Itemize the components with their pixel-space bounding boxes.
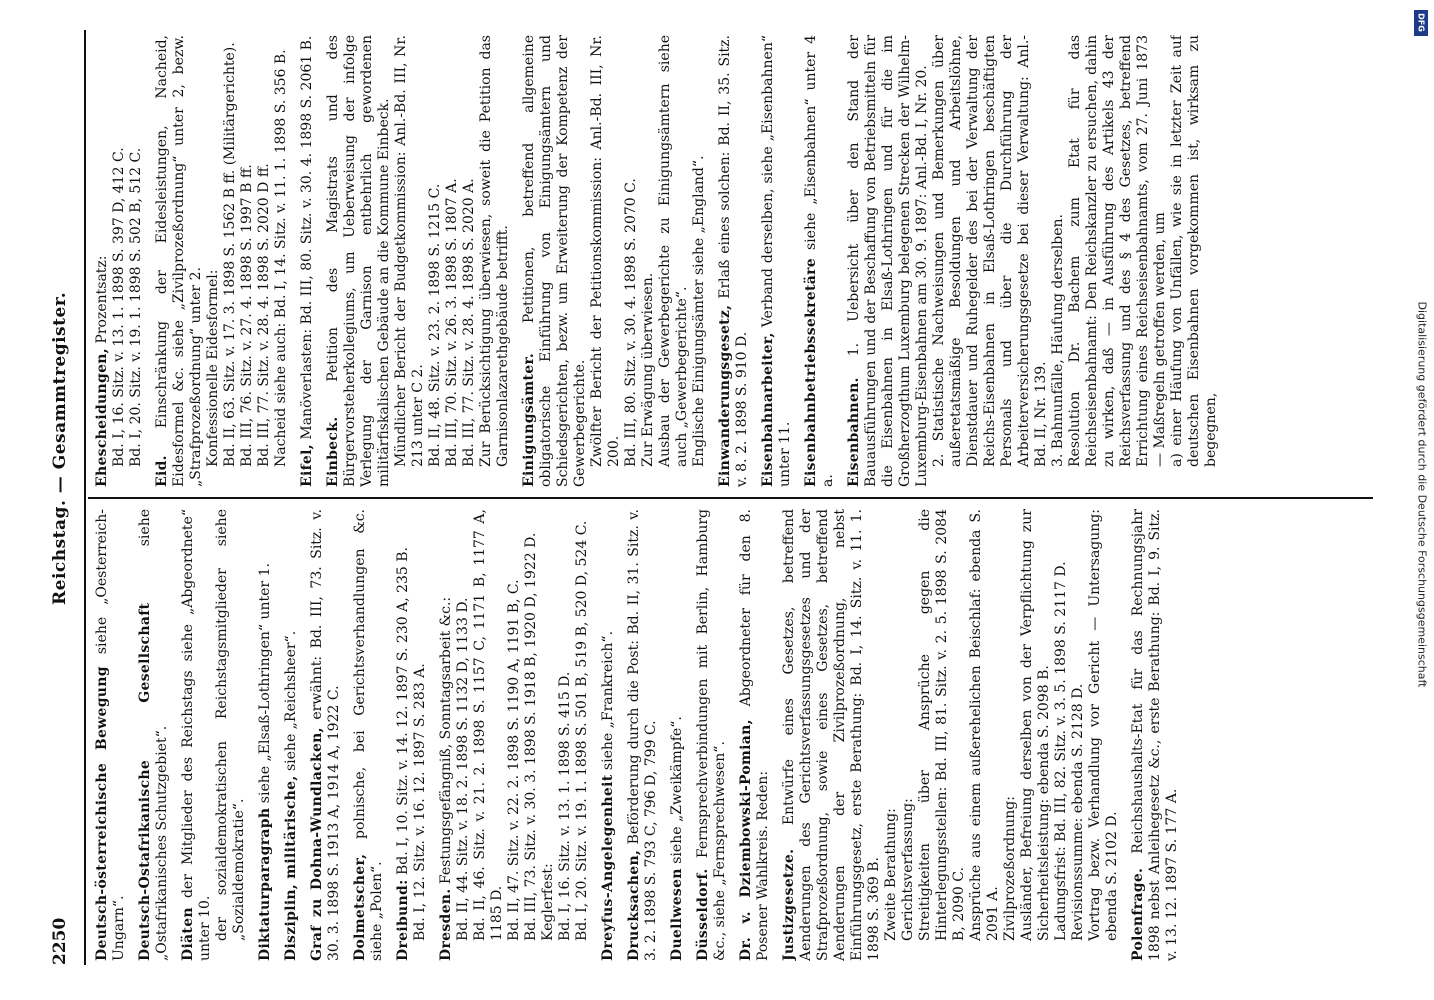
register-entry	[309, 509, 343, 961]
entry-line: Bd. III, 77. Sitz. v. 28. 4. 1898 S. 2020 D ff.	[256, 163, 272, 467]
entry-line: Bd. I, 16. Sitz. v. 13. 1. 1898 S. 415 D.	[557, 671, 573, 941]
entry-title: Dr. v. Dziembowski-Pomian,	[738, 719, 754, 961]
register-entry	[137, 509, 171, 961]
entry-line: Ausbau der Gewerbegerichte zu Einigungsämtern siehe auch „Gewerbegerichte“.	[657, 35, 690, 467]
entry-first-line	[154, 35, 205, 487]
entry-text: Erlaß eines solchen: Bd. II, 35. Sitz. v. 8. 2. 1898 S. 910 D.	[717, 35, 750, 487]
entry-text: Prozentsatz:	[94, 255, 110, 349]
entry-text: Reichshaushalts-Etat für das Rechnungsjahr 1898 nebst Anleihegesetz &c., erste Berathung: Bd. I, 9. Sitz. v. 13. 12. 1897 S. 177 A.	[1130, 509, 1180, 961]
entry-first-line	[352, 509, 386, 961]
entry-first-line	[1130, 509, 1181, 961]
entry-first-line	[180, 509, 214, 961]
entry-text: Einschränkung der Eidesleistungen, Nacheid, Eidesformel &c. siehe „Zivilprozeßordnung“ unter 2, bezw. „Strafprozeßordnung“ unter 2.	[154, 35, 204, 487]
entry-first-line	[781, 509, 883, 961]
entry-line: Bd. II, 47. Sitz. v. 22. 2. 1898 S. 1190 A, 1191 B, C.	[506, 579, 522, 941]
entry-first-line	[257, 509, 274, 961]
entry-first-line	[395, 509, 412, 961]
register-entry	[846, 35, 1220, 487]
column-separator	[88, 497, 1373, 499]
entry-first-line	[325, 35, 393, 487]
register-entry	[600, 509, 617, 961]
register-entry	[669, 509, 686, 961]
digitization-credit: Digitalisierung gefördert durch die Deutsche Forschungsgemeinschaft	[1415, 301, 1429, 688]
entry-line: Ansprüche aus einem außerehelichen Beischlaf: ebenda S. 2091 A.	[968, 509, 1001, 941]
entry-title: Diäten	[180, 907, 196, 961]
dfg-stamp	[1412, 8, 1430, 992]
right-column	[94, 35, 1374, 487]
entry-title: Drucksachen,	[626, 849, 642, 961]
entry-text: siehe „Oesterreich-Ungarn“.	[94, 509, 127, 961]
entry-line: Bd. III, 76. Sitz. v. 27. 4. 1898 S. 1997 B ff.	[239, 164, 255, 467]
entry-text: der Mitglieder des Reichstags siehe „Abgeordnete“ unter 10.	[180, 509, 213, 961]
entry-first-line	[669, 509, 686, 961]
entry-line: Bd. I, 12. Sitz. v. 16. 12. 1897 S. 283 A.	[412, 663, 428, 941]
entry-first-line	[137, 509, 171, 961]
entry-line: Zur Berücksichtigung überwiesen, soweit die Petition das Garnisonlazarethgebäude betrifft.	[478, 35, 511, 467]
register-entry	[94, 509, 128, 961]
entry-title: Eisenbahnarbeiter,	[760, 332, 776, 487]
entry-title: Eisenbahnbetriebssekretäre	[803, 257, 819, 487]
entry-title: Dreibund:	[395, 879, 411, 961]
running-title: Reichstag. — Gesammtregister.	[50, 291, 70, 605]
entry-first-line	[803, 35, 837, 487]
register-entry	[738, 509, 772, 961]
register-entry	[283, 509, 300, 961]
register-entry	[257, 509, 274, 961]
entry-title: Polenfrage.	[1130, 867, 1146, 961]
entry-title: Einbeck.	[325, 416, 341, 487]
entry-text: polnische, bei Gerichtsverhandlungen &c. siehe „Polen“.	[352, 509, 385, 961]
register-entry	[180, 509, 248, 961]
entry-title: Eid.	[154, 455, 170, 487]
entry-line: Bd. I, 16. Sitz. v. 13. 1. 1898 S. 397 D, 412 C.	[111, 147, 127, 467]
entry-line: Revisionssumme: ebenda S. 2128 D.	[1070, 683, 1086, 941]
entry-line: Bd. I, 20. Sitz. v. 19. 1. 1898 S. 501 B, 519 B, 520 D, 524 C.	[574, 520, 590, 941]
entry-text: siehe „Ostafrikanisches Schutzgebiet“.	[137, 509, 170, 961]
entry-first-line	[309, 509, 343, 961]
entry-line: 3. Bahnunfälle, Häufung derselben.	[1050, 214, 1066, 467]
entry-first-line	[717, 35, 751, 487]
left-column	[94, 509, 1374, 961]
entry-title: Ehescheidungen,	[94, 348, 110, 487]
register-entry	[781, 509, 1121, 961]
entry-line: Zivilprozeßordnung:	[1002, 796, 1018, 941]
entry-text: erwähnt: Bd. III, 73. Sitz. v. 30. 3. 1898 S. 1913 A, 1914 A, 1922 C.	[309, 509, 342, 961]
entry-line: Bd. III, 70. Sitz. v. 26. 3. 1898 S. 1807 A.	[444, 178, 460, 467]
register-entry	[438, 509, 591, 961]
entry-line: Keglerfest:	[540, 863, 556, 941]
entry-title: Dresden.	[438, 888, 454, 961]
entry-line: Mündlicher Bericht der Budgetkommission: Anl.-Bd. III, Nr. 213 unter C 2.	[393, 35, 426, 467]
entry-line: Englische Einigungsämter siehe „England“.	[691, 155, 707, 467]
entry-line: 2. Statistische Nachweisungen und Bemerkungen über außeretatsmäßige Besoldungen und Arbeitslöhne, Dienstdauer und Ruhegelder des bei der Verwaltung der Reichs-Eisenbahnen in Elsaß-Lothringen beschäftigten Personals und über die Durchführung der Arbeiterversicherungsgesetze bei dieser Verwaltung: Anl.-Bd. II, Nr. 139.	[931, 35, 1049, 467]
entry-line: Zwölfter Bericht der Petitionskommission: Anl.-Bd. III, Nr. 200.	[589, 35, 622, 467]
entry-text: Petitionen, betreffend allgemeine obligatorische Einführung von Einigungsämtern und Schiedsgerichten, bezw. um Erweiterung der Kompetenz der Gewerbegerichte.	[521, 35, 588, 487]
register-entry	[695, 509, 729, 961]
entry-first-line	[846, 35, 931, 487]
register-entry	[299, 35, 316, 487]
entry-line: Bd. III, 80. Sitz. v. 30. 4. 1898 S. 2070 C.	[623, 178, 639, 467]
register-entry	[626, 509, 660, 961]
entry-line: a) einer Häufung von Unfällen, wie sie in letzter Zeit auf deutschen Eisenbahnen vorgekommen ist, wirksam zu begegnen,	[1169, 35, 1219, 467]
entry-line: Streitigkeiten über Ansprüche gegen die Hinterlegungsstellen: Bd. III, 81. Sitz. v. 2. 5. 1898 S. 2084 B, 2090 C.	[917, 509, 967, 941]
register-entry	[94, 35, 145, 487]
entry-text: siehe „Eisenbahnen“ unter 4 a.	[803, 35, 836, 487]
entry-line: der sozialdemokratischen Reichstagsmitglieder siehe „Sozialdemokratie“.	[214, 509, 247, 941]
entry-first-line	[760, 35, 794, 487]
register-entry	[803, 35, 837, 487]
entry-first-line	[94, 509, 128, 961]
entry-title: Disziplin, militärische,	[283, 775, 299, 961]
entry-line: Gerichtsverfassung:	[900, 798, 916, 941]
entry-line: Ladungsfrist: Bd. III, 82. Sitz. v. 3. 5. 1898 S. 2117 D.	[1053, 561, 1069, 941]
entry-title: Diktaturparagraph	[257, 807, 273, 961]
register-entry	[395, 509, 429, 961]
register-entry	[717, 35, 751, 487]
entry-line: Bd. I, 20. Sitz. v. 19. 1. 1898 S. 502 B, 512 C.	[128, 147, 144, 467]
entry-text: siehe „Elsaß-Lothringen“ unter 1.	[257, 563, 273, 808]
entry-title: Deutsch-österreichische Bewegung	[94, 666, 110, 961]
register-entry	[760, 35, 794, 487]
entry-line: Ausländer, Befreiung derselben von der Verpflichtung zur Sicherheitsleistung: ebenda S. 2098 B.	[1019, 509, 1052, 941]
entry-first-line	[695, 509, 729, 961]
entry-text: Bd. I, 10. Sitz. v. 14. 12. 1897 S. 230 A, 235 B.	[395, 546, 411, 880]
entry-line: Bd. II, 44. Sitz. v. 18. 2. 1898 S. 1132 D, 1133 D.	[455, 597, 471, 941]
entry-text: Abgeordneter für den 8. Posener Wahlkreis. Reden:	[738, 509, 771, 961]
entry-text: siehe „Zweikämpfe“.	[669, 716, 685, 869]
entry-line: Bd. II, 46. Sitz. v. 21. 2. 1898 S. 1157 C, 1171 B, 1177 A, 1185 D.	[472, 509, 505, 941]
entry-line: Bd. II, 63. Sitz. v. 17. 3. 1898 S. 1562 B ff. (Militärgerichte).	[222, 42, 238, 467]
dfg-logo-icon: DFG	[1414, 10, 1428, 36]
page-header	[40, 30, 82, 965]
entry-line: Vortrag bezw. Verhandlung vor Gericht — Untersagung: ebenda S. 2102 D.	[1087, 509, 1120, 941]
register-entry	[325, 35, 512, 487]
entry-title: Einwanderungsgesetz,	[717, 304, 733, 487]
register-entry	[154, 35, 290, 487]
entry-text: Beförderung durch die Post: Bd. II, 31. Sitz. v. 3. 2. 1898 S. 793 C, 796 D, 799 C.	[626, 509, 659, 961]
entry-first-line	[283, 509, 300, 961]
entry-first-line	[600, 509, 617, 961]
register-entry	[521, 35, 708, 487]
entry-line: Nacheid siehe auch: Bd. I, 14. Sitz. v. 11. 1. 1898 S. 356 B.	[273, 49, 289, 467]
rotated-register-page	[40, 30, 1380, 965]
entry-first-line	[299, 35, 316, 487]
entry-first-line	[438, 509, 455, 961]
entry-title: Justizgesetze.	[781, 848, 797, 961]
entry-text: Petition des Magistrats und des Bürgervorsteherkollegiums, um Ueberweisung der infolge Verlegung der Garnison entbehrlich gewordenen militärfiskalischen Gebäude an die Kommune Einbeck.	[325, 35, 392, 487]
entry-text: Entwürfe eines Gesetzes, betreffend Aenderungen des Gerichtsverfassungsgesetzes und der Strafprozeßordnung, sowie eines Gesetzes, betreffend Aenderungen der Zivilprozeßordnung, nebst Einführungsgesetz, erste Berathung: Bd. I, 14. Sitz. v. 11. 1. 1898 S. 369 B.	[781, 509, 882, 961]
entry-title: Dolmetscher,	[352, 853, 368, 961]
entry-text: Fernsprechverbindungen mit Berlin, Hamburg &c., siehe „Fernsprechwesen“.	[695, 509, 728, 961]
entry-line: Zur Erwägung überwiesen.	[640, 272, 656, 467]
entry-line: Bd. II, 48. Sitz. v. 23. 2. 1898 S. 1215 C.	[427, 183, 443, 467]
entry-line: Resolution Dr. Bachem zum Etat für das Reichseisenbahnamt: Den Reichskanzler zu ersuchen, dahin zu wirken, daß — in Ausführung des Artikels 43 der Reichsverfassung und des § 4 des Gesetzes, betreffend Errichtung eines Reichseisenbahnamts, vom 27. Juni 1873 — Maßregeln getroffen werden, um	[1067, 35, 1168, 467]
entry-first-line	[738, 509, 772, 961]
page-number: 2250	[50, 917, 70, 965]
entry-title: Einigungsämter.	[521, 352, 537, 487]
entry-first-line	[94, 35, 111, 487]
entry-title: Düsseldorf.	[695, 868, 711, 961]
entry-first-line	[521, 35, 589, 487]
register-entry	[352, 509, 386, 961]
entry-line: Zweite Berathung:	[883, 808, 899, 941]
entry-text: siehe „Reichsheer“.	[283, 630, 299, 776]
entry-first-line	[626, 509, 660, 961]
entry-text: siehe „Frankreich“.	[600, 630, 616, 775]
entry-title: Eifel,	[299, 444, 315, 487]
entry-title: Eisenbahnen.	[846, 377, 862, 487]
entry-title: Deutsch-Ostafrikanische Gesellschaft	[137, 602, 153, 961]
entry-title: Dreyfus-Angelegenheit	[600, 774, 616, 961]
entry-title: Graf zu Dohna-Wundlacken,	[309, 727, 325, 961]
entry-line: Bd. III, 73. Sitz. v. 30. 3. 1898 S. 1918 B, 1920 D, 1922 D.	[523, 532, 539, 941]
entry-text: Verband derselben, siehe „Eisenbahnen“ unter 11.	[760, 35, 793, 487]
entry-text: 1. Uebersicht über den Stand der Bauausführungen und der Beschaffung von Betriebsmitteln für die Eisenbahnen in Elsaß-Lothringen und für die im Großherzogthum Luxemburg belegenen Strecken der Wilhelm-Luxemburg-Eisenbahnen am 30. 9. 1897: Anl.-Bd. I, Nr. 20.	[846, 35, 930, 487]
header-rule	[84, 30, 86, 965]
entry-text: Manöverlasten: Bd. III, 80. Sitz. v. 30. 4. 1898 S. 2061 B.	[299, 35, 315, 445]
entry-title: Duellwesen	[669, 868, 685, 961]
entry-line: Bd. III, 77. Sitz. v. 28. 4. 1898 S. 2020 A.	[461, 178, 477, 467]
entry-text: Festungsgefängniß, Sonntagsarbeit &c.:	[438, 596, 454, 889]
register-entry	[1130, 509, 1181, 961]
entry-line: Konfessionelle Eidesformel:	[205, 269, 221, 467]
